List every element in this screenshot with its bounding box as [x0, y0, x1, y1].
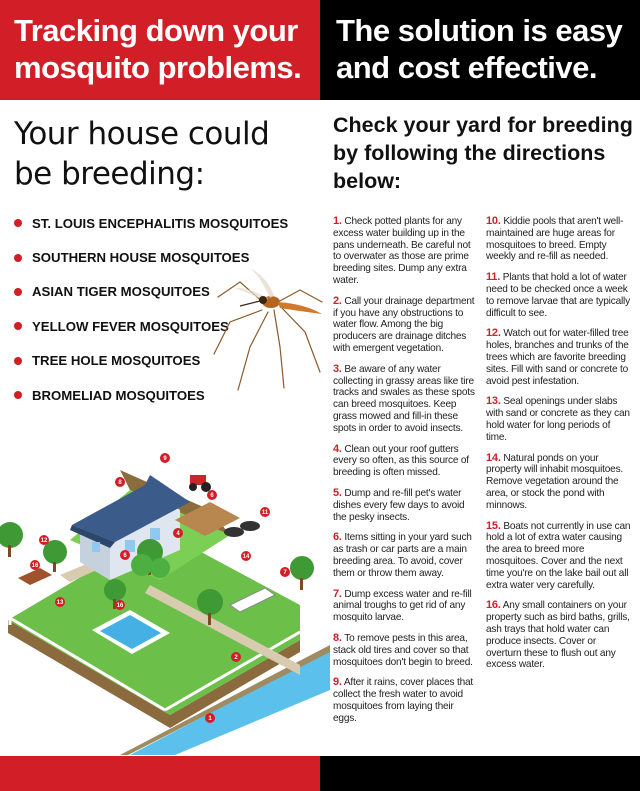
tip-item	[333, 677, 479, 724]
tip-text: Any small containers on your property such as bird baths, grills, ash trays that hold water can produce insects. Cover or overturn these to flush out any excess water.	[486, 600, 630, 671]
yard-marker: 4	[176, 531, 180, 537]
tip-number: 4.	[333, 442, 342, 455]
tip-number: 14.	[486, 451, 501, 464]
yard-marker: 9	[163, 456, 167, 462]
tip-text: Dump and re-fill pet's water dishes every few days to avoid the pesky insects.	[333, 487, 465, 523]
tip-text: Watch out for water-filled tree holes, branches and trunks of the trees which are favorite breeding sites. Fill with sand or concrete to avoid pest infestation.	[486, 328, 629, 387]
yard-marker: 14	[242, 554, 250, 560]
tip-text: Natural ponds on your property will inhabit mosquitoes. Remove vegetation around the area, or stock the pond with minnows.	[486, 452, 624, 511]
yard-marker: 8	[118, 480, 122, 486]
mosquito-illustration	[210, 262, 325, 392]
bullet-icon	[14, 288, 22, 296]
tip-number: 5.	[333, 486, 342, 499]
yard-marker: 2	[234, 655, 238, 661]
yard-illustration	[0, 430, 330, 755]
tip-number: 1.	[333, 215, 342, 227]
header-right-title: The solution is easy and cost effective.	[336, 13, 623, 85]
species-label: YELLOW FEVER MOSQUITOES	[32, 318, 229, 334]
tip-number: 2.	[333, 294, 342, 307]
tip-item	[333, 532, 479, 579]
tip-text: Seal openings under slabs with sand or concrete as they can hold water for long periods of time.	[486, 396, 630, 443]
tip-item	[486, 216, 632, 263]
tip-text: Clean out your roof gutters every so often, as this source of breeding is often missed.	[333, 443, 469, 479]
yard-marker: 11	[261, 510, 269, 516]
tip-number: 6.	[333, 531, 342, 544]
tip-text: Kiddie pools that aren't well-maintained are huge areas for mosquitoes to breed. Empty weekly and re-fill as needed.	[486, 216, 624, 263]
header-right-band	[320, 0, 640, 100]
tip-number: 12.	[486, 327, 501, 340]
tip-number: 3.	[333, 362, 342, 375]
tip-text: Boats not currently in use can hold a lot of extra water causing the area to breed more mosquitoes. Cover and the next time you're on the lake bail out all extra water very carefully.	[486, 520, 631, 591]
tip-number: 8.	[333, 631, 342, 644]
tip-item	[333, 633, 479, 668]
header-left-band	[0, 0, 320, 100]
species-label: TREE HOLE MOSQUITOES	[32, 353, 201, 369]
yard-marker: 6	[123, 553, 127, 559]
yard-marker: 12	[40, 538, 48, 544]
tip-text: To remove pests in this area, stack old tires and cover so that mosquitoes don't begin to breed.	[333, 632, 473, 668]
species-label: BROMELIAD MOSQUITOES	[32, 387, 205, 403]
bullet-icon	[14, 322, 22, 330]
tip-number: 10.	[486, 215, 501, 227]
footer-right-band	[320, 756, 640, 791]
tip-item	[333, 296, 479, 355]
yard-marker: 1	[208, 716, 212, 722]
footer-left-band	[0, 756, 320, 791]
species-label: SOUTHERN HOUSE MOSQUITOES	[32, 250, 250, 266]
tip-number: 15.	[486, 519, 501, 532]
header-left-title: Tracking down your mosquito problems.	[14, 13, 302, 85]
tip-text: Check potted plants for any excess water building up in the pans underneath. Be careful not to overwater as those are prime breeding sites. Dump any extra water.	[333, 216, 471, 286]
tip-number: 11.	[486, 271, 501, 284]
tip-item	[486, 396, 632, 443]
check-yard-heading: Check your yard for breeding by following the directions below:	[333, 113, 633, 193]
tip-text: Dump excess water and re-fill animal troughs to get rid of any mosquito larvae.	[333, 588, 472, 624]
bullet-icon	[14, 357, 22, 365]
tip-item	[333, 364, 479, 435]
tip-number: 16.	[486, 599, 501, 612]
bullet-icon	[14, 219, 22, 227]
tip-item	[333, 589, 479, 624]
species-item	[14, 206, 314, 240]
tip-item	[486, 453, 632, 512]
tip-text: Items sitting in your yard such as trash or car parts are a main breeding area. To avoid, cover them or throw them away.	[333, 532, 472, 579]
tip-item	[486, 272, 632, 319]
yard-marker: 16	[116, 603, 124, 609]
yard-marker: 13	[56, 600, 64, 606]
yard-marker: 6	[210, 493, 214, 499]
house-heading: Your house could be breeding:	[14, 116, 270, 192]
tip-text: Be aware of any water collecting in grassy areas like tire tracks and swales as these spots can breed mosquitoes. Keep grass mowed and fill-in these spots in order to avoid insects.	[333, 363, 475, 434]
tip-text: Plants that hold a lot of water need to be checked once a week to remove larvae that are typically difficult to see.	[486, 272, 630, 319]
tip-number: 13.	[486, 395, 501, 408]
tips-column-2	[486, 216, 632, 680]
yard-marker: 7	[283, 570, 287, 576]
tip-item	[333, 444, 479, 479]
species-label: ST. LOUIS ENCEPHALITIS MOSQUITOES	[32, 215, 289, 231]
tip-item	[486, 600, 632, 671]
tip-item	[486, 521, 632, 592]
tip-text: Call your drainage department if you have any obstructions to water flow. Among the big producers are drainage ditches with emergent vegetation.	[333, 295, 475, 354]
yard-marker: 16	[31, 563, 39, 569]
tip-item	[333, 216, 479, 287]
tip-item	[486, 328, 632, 387]
tips-column-1	[333, 216, 479, 733]
tip-number: 7.	[333, 587, 342, 600]
tip-text: After it rains, cover places that collect the fresh water to avoid mosquitoes from laying their eggs.	[333, 677, 474, 724]
tip-item	[333, 488, 479, 523]
species-label: ASIAN TIGER MOSQUITOES	[32, 284, 210, 300]
bullet-icon	[14, 391, 22, 399]
tip-number: 9.	[333, 676, 342, 689]
bullet-icon	[14, 254, 22, 262]
